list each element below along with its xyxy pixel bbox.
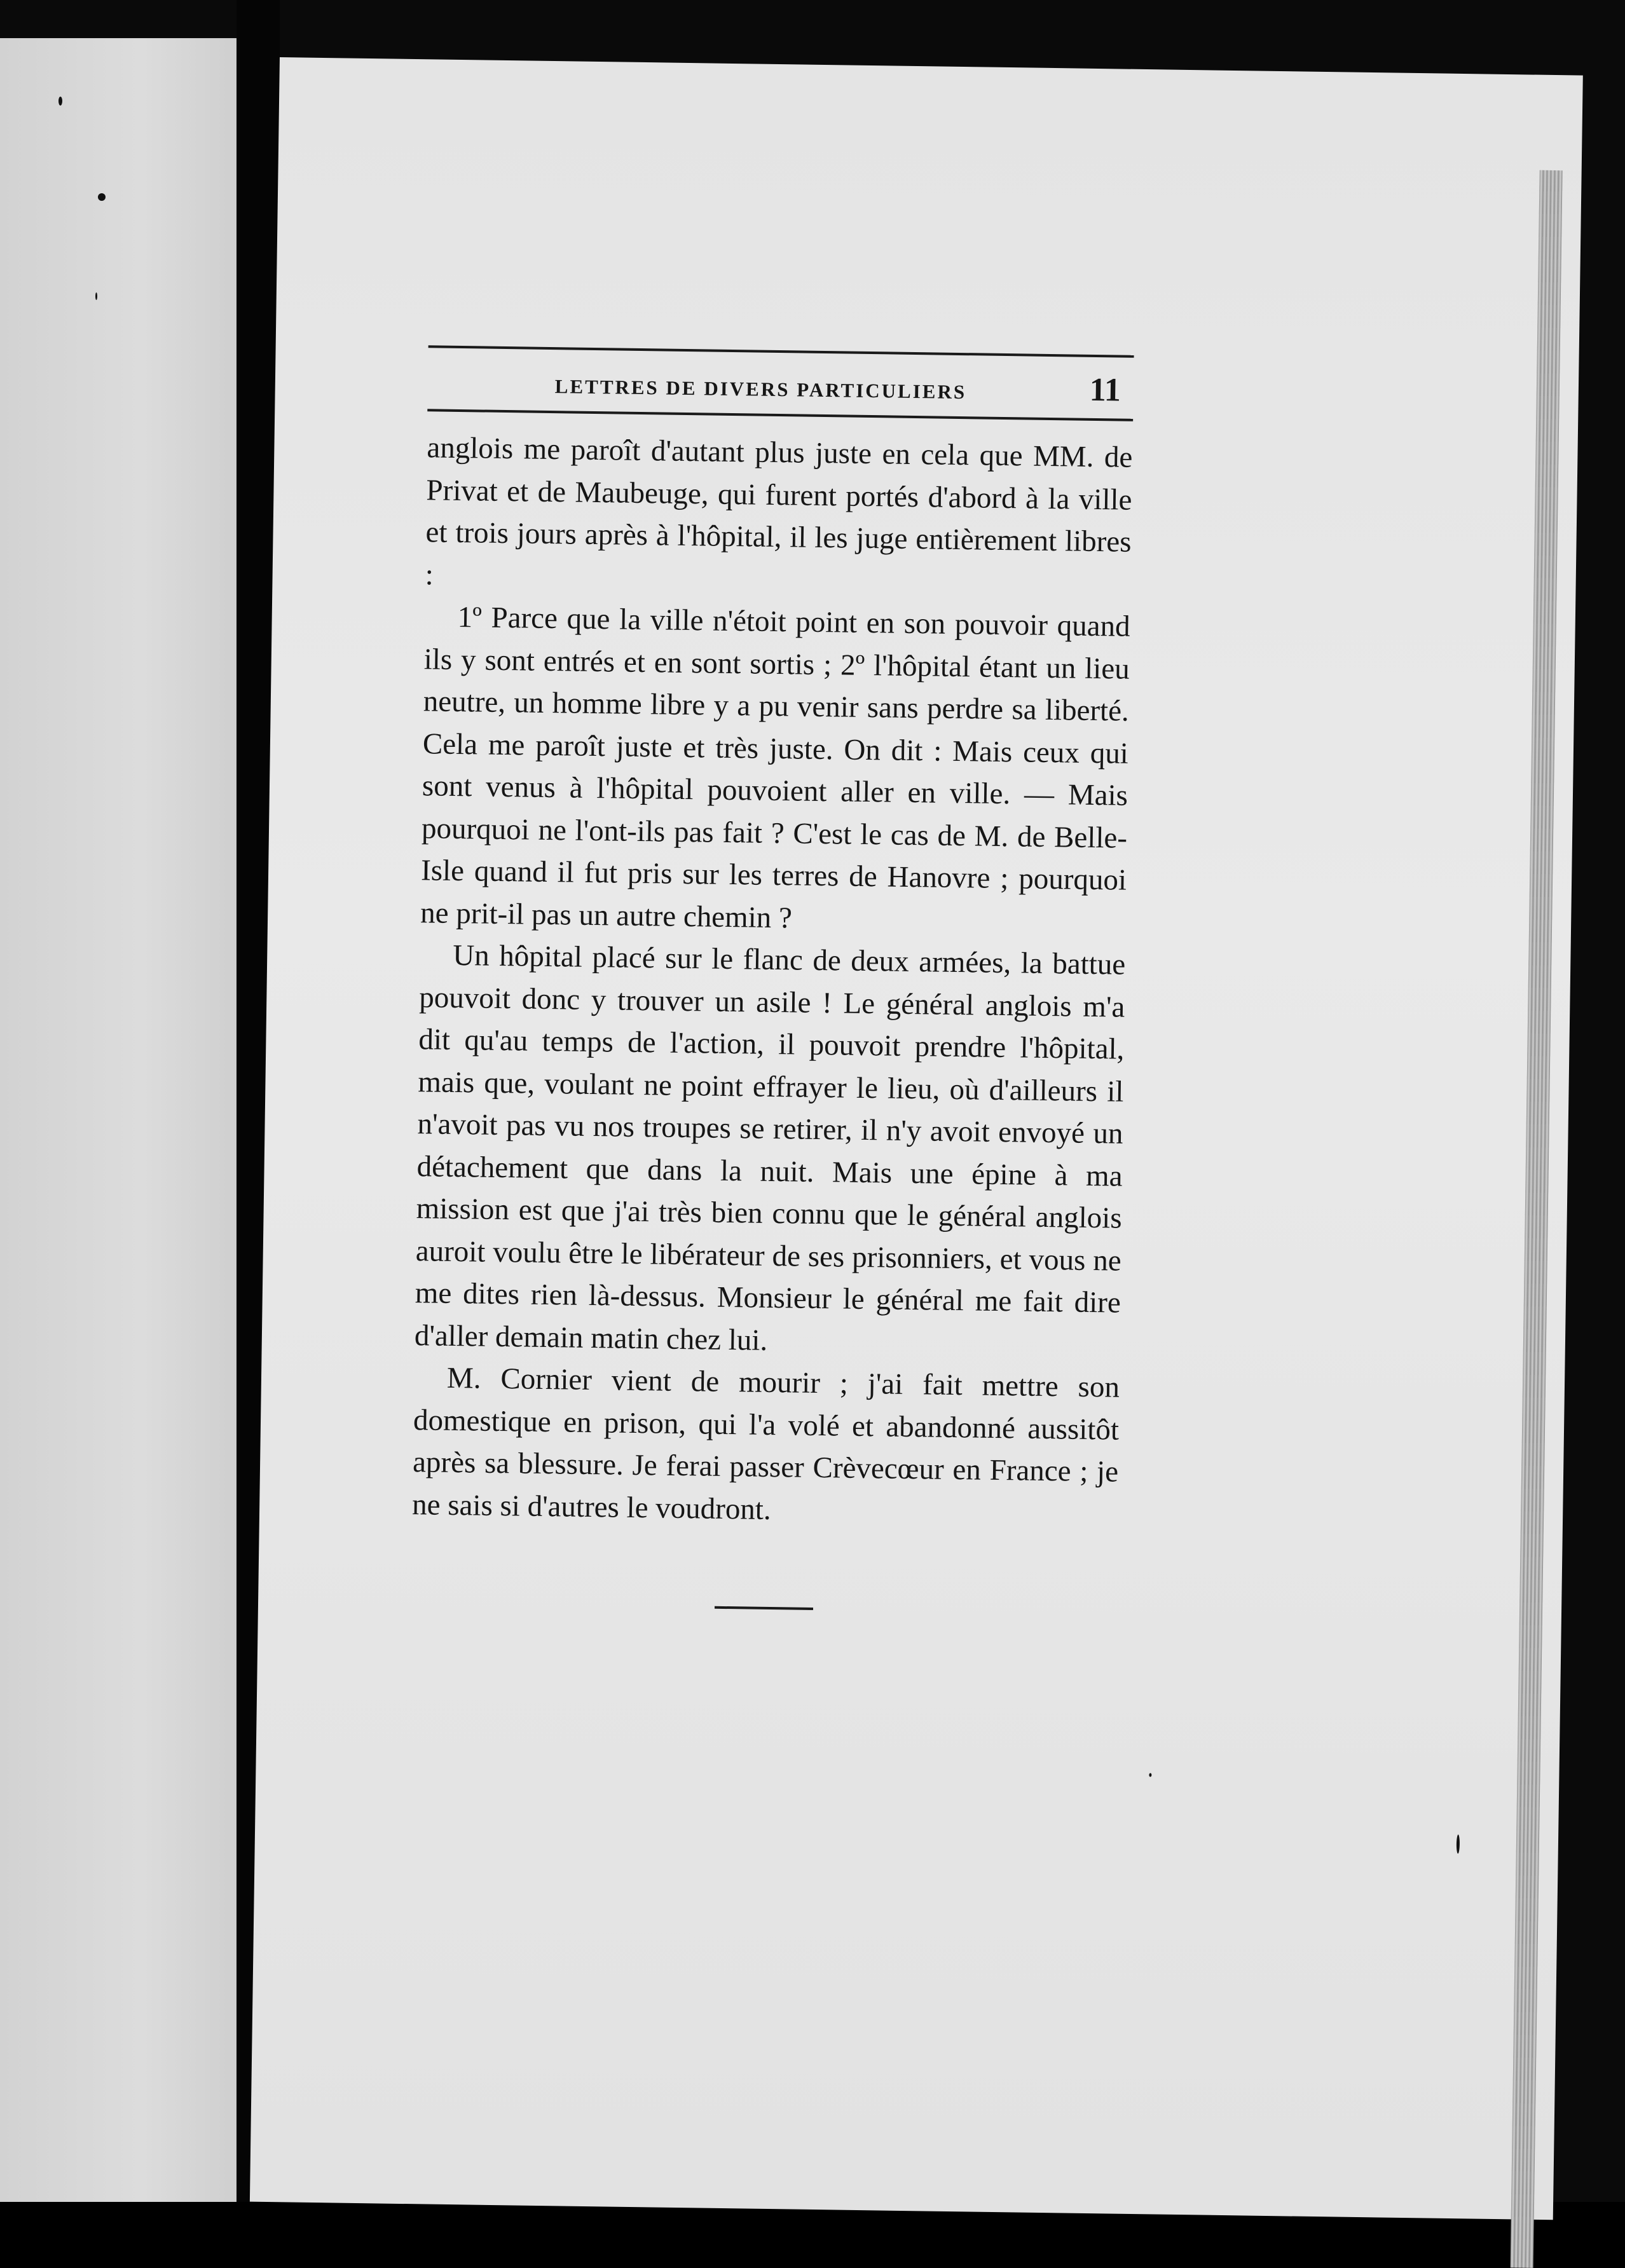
paragraph: Un hôpital placé sur le flanc de deux armées, la battue pouvoit donc y trouver un asile ! Le général anglois m'a dit qu'au temps de l'action, il pouvoit prendre l'hôpital, mais que, voulant ne point effrayer le lieu, où d'ailleurs il n'avoit pas vu nos troupes se retirer, il n'y avoit envoyé un détachement que dans la nuit. Mais une épine à ma mission est que j'ai très bien connu que le général anglois auroit voulu être le libérateur de ses prisonniers, et vous ne me dites rien là-dessus. Monsieur le général me fait dire d'aller demain matin chez lui. (414, 938, 1126, 1357)
paragraph: anglois me paroît d'autant plus juste en cela que MM. de Privat et de Maubeuge, qui furent portés d'abord à la ville et trois jours après à l'hôpital, il les juge entièrement libres : (425, 431, 1133, 591)
page-edge (1511, 170, 1563, 2268)
ink-speck (98, 193, 106, 201)
ink-speck (1149, 1773, 1151, 1777)
ink-speck (95, 292, 97, 300)
paragraph: 1º Parce que la ville n'étoit point en son pouvoir quand ils y sont entrés et en sont sortis ; 2º l'hôpital étant un lieu neutre, un homme libre y a pu venir sans perdre sa liberté. Cela me paroît juste et très juste. On dit : Mais ceux qui sont venus à l'hôpital pouvoient aller en ville. — Mais pourquoi ne l'ont-ils pas fait ? C'est le cas de M. de Belle-Isle quand il fut pris sur les terres de Hanovre ; pourquoi ne prit-il pas un autre chemin ? (420, 600, 1130, 934)
paragraph: M. Cornier vient de mourir ; j'ai fait mettre son domestique en prison, qui l'a volé et abandonné aussitôt après sa blessure. Je ferai passer Crèvecœur en France ; je ne sais si d'autres le voudront. (411, 1361, 1120, 1526)
page-content (411, 345, 1134, 1614)
ink-speck (1457, 1834, 1460, 1854)
body-text (412, 427, 1133, 1535)
right-page (250, 57, 1583, 2220)
page-number: 11 (1089, 371, 1121, 409)
section-end-rule (714, 1606, 812, 1610)
running-head: LETTRES DE DIVERS PARTICULIERS (554, 375, 967, 404)
page-header (427, 348, 1134, 418)
ink-speck (58, 97, 62, 106)
left-page (0, 38, 237, 2202)
